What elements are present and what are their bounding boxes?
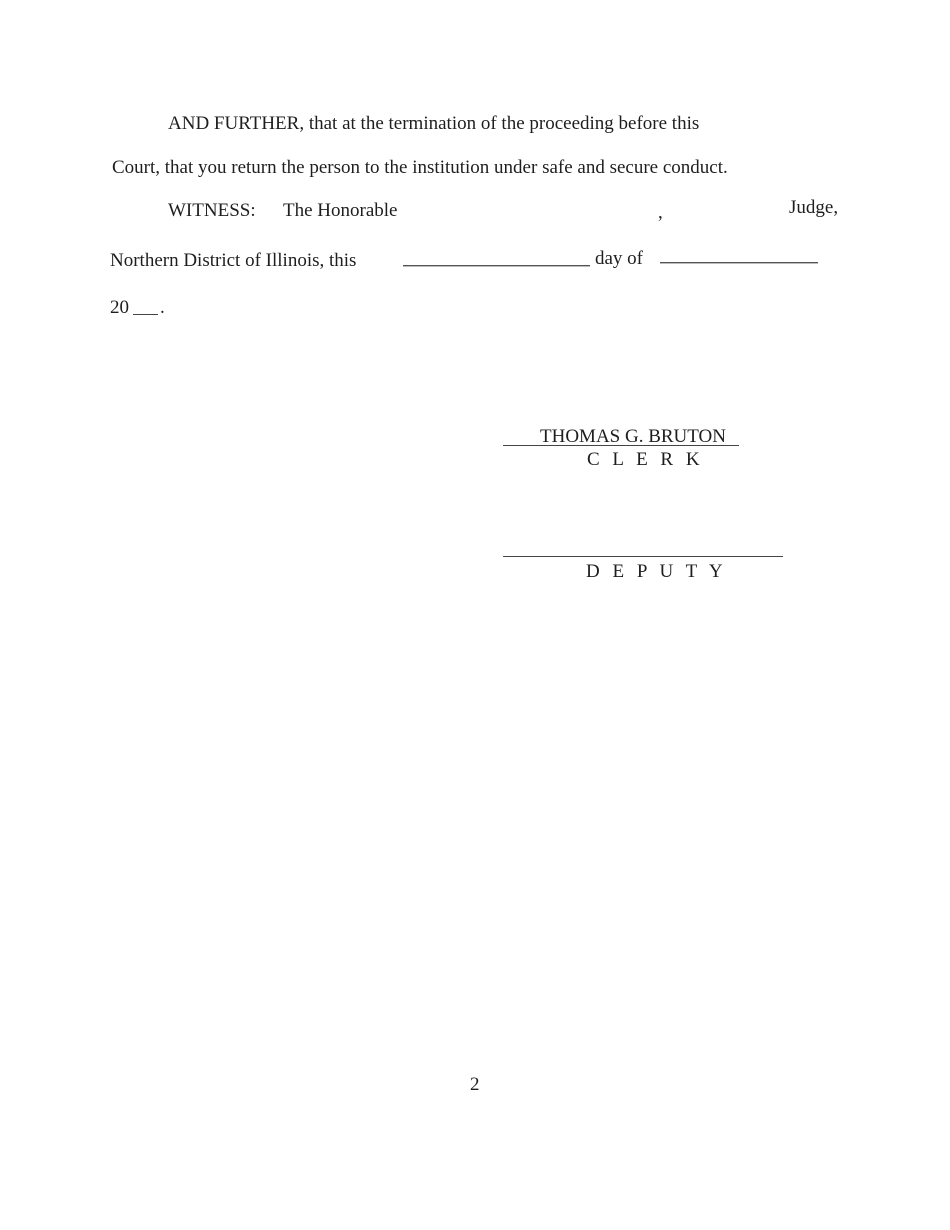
clerk-name: THOMAS G. BRUTON [540, 426, 726, 447]
year-prefix: 20 [110, 297, 129, 318]
witness-judge: Judge, [789, 197, 839, 218]
district-text: Northern District of Illinois, this [110, 250, 357, 271]
paragraph-line-2: Court, that you return the person to the institution under safe and secure conduct. [112, 157, 728, 178]
year-suffix: . [160, 297, 165, 318]
page-number: 2 [470, 1074, 480, 1095]
clerk-title: C L E R K [587, 449, 704, 470]
witness-honorific: The Honorable [283, 200, 398, 221]
witness-label: WITNESS: [168, 200, 256, 221]
month-blank-line [660, 262, 818, 263]
year-blank-line [133, 314, 158, 315]
deputy-title: D E P U T Y [586, 561, 727, 582]
deputy-signature-line [503, 556, 783, 557]
paragraph-line-1: AND FURTHER, that at the termination of the proceeding before this [168, 113, 700, 134]
witness-comma: , [658, 202, 663, 223]
day-of-text: day of [595, 248, 644, 269]
day-blank-line [403, 265, 590, 266]
